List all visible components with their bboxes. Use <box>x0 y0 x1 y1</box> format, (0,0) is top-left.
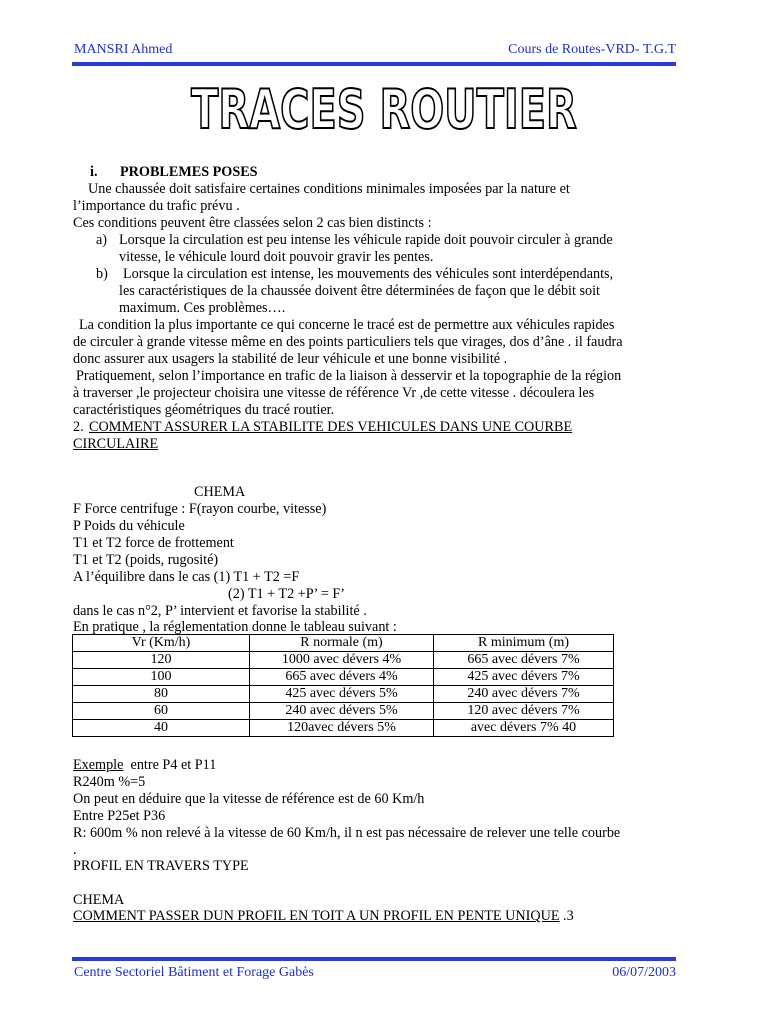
section1-heading: PROBLEMES POSES <box>120 164 258 180</box>
last-line <box>73 908 574 925</box>
example-line3: On peut en déduire que la vitesse de référence est de 60 Km/h <box>73 791 425 807</box>
example-label: Exemple <box>73 757 124 773</box>
equation-2: (2) T1 + T2 +P’ = F’ <box>228 586 346 602</box>
example-line5: R: 600m % non relevé à la vitesse de 60 Km/h, il n est pas nécessaire de relever une telle courbe <box>73 825 621 841</box>
para2: Ces conditions peuvent être classées selon 2 cas bien distincts : <box>73 215 432 231</box>
schema-label-2: CHEMA <box>73 892 125 908</box>
item-a-line2: vitesse, le véhicule lourd doit pouvoir gravir les pentes. <box>119 249 434 265</box>
page-header <box>74 42 676 62</box>
table-row <box>73 703 614 720</box>
example-line1 <box>73 757 216 774</box>
table-cell: 120avec dévers 5% <box>250 720 434 737</box>
para1-line1: Une chaussée doit satisfaire certaines conditions minimales imposées par la nature et <box>88 181 570 197</box>
def-p: P Poids du véhicule <box>73 518 185 534</box>
footer-center: Centre Sectoriel Bâtiment et Forage Gabès <box>74 965 314 980</box>
table-cell: 425 avec dévers 5% <box>250 686 434 703</box>
page-title: TRACES ROUTIER <box>191 78 577 141</box>
header-course: Cours de Routes-VRD- T.G.T <box>508 42 676 57</box>
table-cell: avec dévers 7% 40 <box>434 720 614 737</box>
example-line2: R240m %=5 <box>73 774 146 790</box>
last-heading: COMMENT PASSER DUN PROFIL EN TOIT A UN PROFIL EN PENTE UNIQUE <box>73 908 560 924</box>
table-header: R minimum (m) <box>434 635 614 652</box>
table-header: R normale (m) <box>250 635 434 652</box>
para3-line3: donc assurer aux usagers la stabilité de leur véhicule et une bonne visibilité . <box>73 351 508 367</box>
section2-heading-line2: CIRCULAIRE <box>73 436 159 452</box>
table-row <box>73 669 614 686</box>
radius-table <box>72 634 614 737</box>
table-cell: 425 avec dévers 7% <box>434 669 614 686</box>
item-a-marker: a) <box>96 232 108 248</box>
table-cell: 665 avec dévers 7% <box>434 652 614 669</box>
section2-heading-line1: COMMENT ASSURER LA STABILITE DES VEHICULES DANS UNE COURBE <box>89 419 573 435</box>
table-cell: 240 avec dévers 5% <box>250 703 434 720</box>
table-cell: 120 avec dévers 7% <box>434 703 614 720</box>
header-rule <box>72 62 676 66</box>
para1-line2: l’importance du trafic prévu . <box>73 198 240 214</box>
item-b-marker: b) <box>96 266 108 282</box>
section2-number: 2. <box>73 419 84 435</box>
def-t2: T1 et T2 (poids, rugosité) <box>73 552 219 568</box>
def-f: F Force centrifuge : F(rayon courbe, vitesse) <box>73 501 327 517</box>
table-cell: 100 <box>73 669 250 686</box>
table-cell: 665 avec dévers 4% <box>250 669 434 686</box>
item-b-line3: maximum. Ces problèmes…. <box>119 300 286 316</box>
table-row <box>73 652 614 669</box>
def-t1: T1 et T2 force de frottement <box>73 535 234 551</box>
item-a-line1: Lorsque la circulation est peu intense les véhicule rapide doit pouvoir circuler à grande <box>119 232 613 248</box>
table-cell: 120 <box>73 652 250 669</box>
table-row <box>73 686 614 703</box>
table-cell: 60 <box>73 703 250 720</box>
equation-1: A l’équilibre dans le cas (1) T1 + T2 =F <box>73 569 300 585</box>
table-row <box>73 720 614 737</box>
table-intro: En pratique , la réglementation donne le tableau suivant : <box>73 619 397 635</box>
table-cell: 40 <box>73 720 250 737</box>
table-cell: 80 <box>73 686 250 703</box>
last-heading-number: .3 <box>563 908 574 924</box>
para4-line1: Pratiquement, selon l’importance en trafic de la liaison à desservir et la topographie de la région <box>76 368 622 384</box>
profil-heading: PROFIL EN TRAVERS TYPE <box>73 858 249 874</box>
table-cell: 1000 avec dévers 4% <box>250 652 434 669</box>
para3-line1: La condition la plus importante ce qui concerne le tracé est de permettre aux véhicules rapides <box>79 317 615 333</box>
table-header-row <box>73 635 614 652</box>
example-line6: . <box>73 842 77 858</box>
footer-date: 06/07/2003 <box>612 965 676 980</box>
example-label-rest: entre P4 et P11 <box>130 757 217 773</box>
item-b-line1: Lorsque la circulation est intense, les mouvements des véhicules sont interdépendants, <box>123 266 614 282</box>
header-author: MANSRI Ahmed <box>74 42 173 57</box>
case2-text: dans le cas n°2, P’ intervient et favorise la stabilité . <box>73 603 367 619</box>
example-line4: Entre P25et P36 <box>73 808 166 824</box>
item-b-line2: les caractéristiques de la chaussée doivent être déterminées de façon que le débit soit <box>119 283 600 299</box>
footer-rule <box>72 957 676 961</box>
para4-line3: caractéristiques géométriques du tracé routier. <box>73 402 335 418</box>
section1-number: i. <box>90 164 98 180</box>
para4-line2: à traverser ,le projecteur choisira une vitesse de référence Vr ,de cette vitesse . découlera les <box>73 385 595 401</box>
table-cell: 240 avec dévers 7% <box>434 686 614 703</box>
para3-line2: de circuler à grande vitesse même en des points particuliers tels que virages, dos d’âne . il faudra <box>73 334 623 350</box>
table-header: Vr (Km/h) <box>73 635 250 652</box>
schema-label: CHEMA <box>194 484 246 500</box>
